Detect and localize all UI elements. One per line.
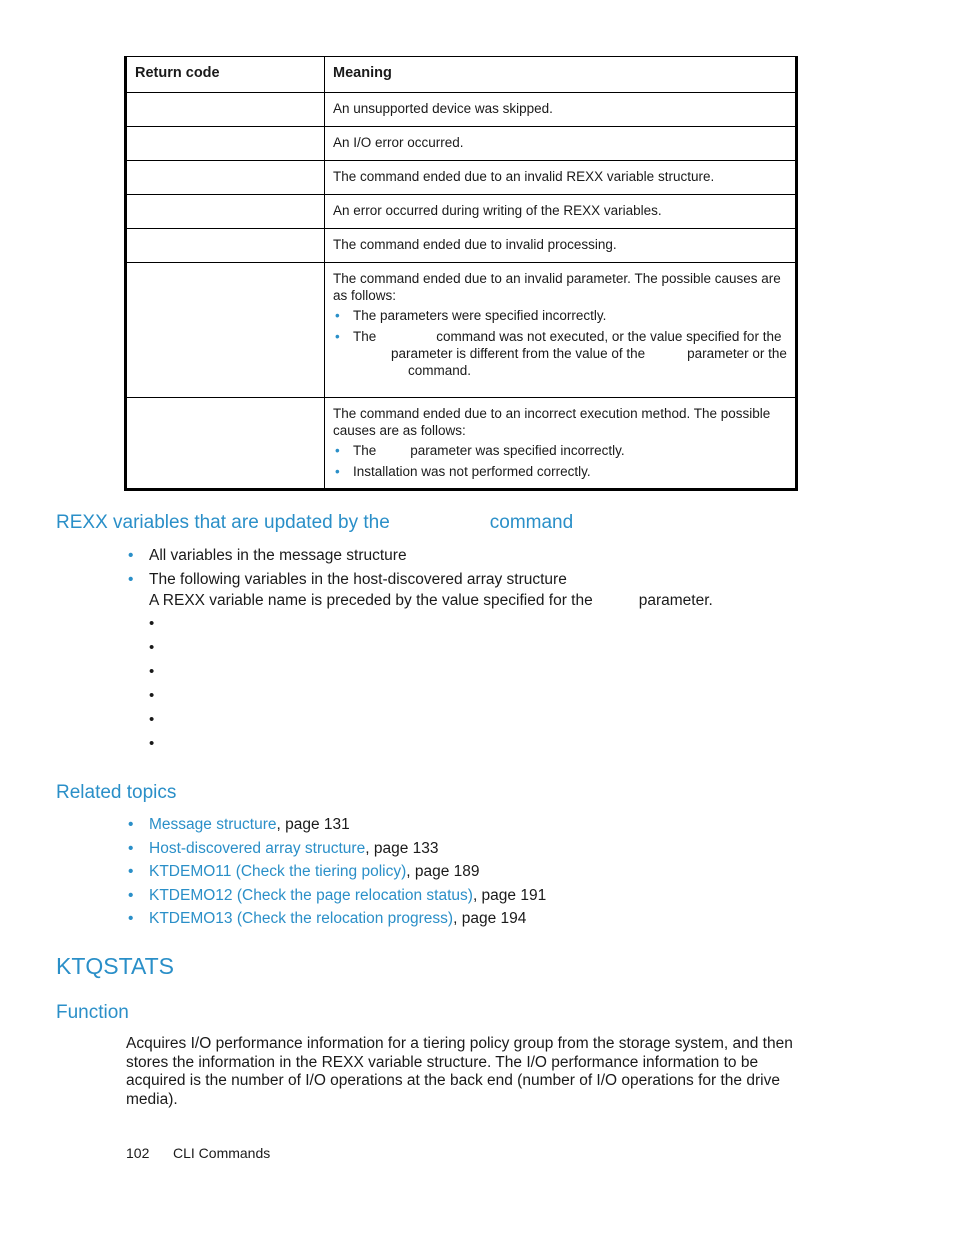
function-description: Acquires I/O performance information for a tiering policy group from the storage system, and then stores the information in the REXX variable structure. The I/O performance information to be acquired is the number of I/O operations at the back end (number of I/O operations for the drive media). xyxy=(126,1035,793,1108)
list-item xyxy=(333,328,787,379)
page-ref: , page 194 xyxy=(453,910,527,927)
list-item: • The parameters were specified incorrectly. xyxy=(333,307,787,324)
related-link[interactable]: Message structure xyxy=(149,816,277,833)
list-item xyxy=(125,862,546,886)
list-item: • xyxy=(149,735,155,752)
related-topics-heading: Related topics xyxy=(56,782,177,803)
page-ref: , page 131 xyxy=(276,816,350,833)
cell-intro: The command ended due to an invalid parameter. The possible causes are as follows: xyxy=(333,271,781,303)
table-row xyxy=(126,229,797,263)
list-item: • Installation was not performed correctly. xyxy=(333,463,787,480)
table-cell-meaning: An I/O error occurred. xyxy=(325,127,797,161)
header-return-code: Return code xyxy=(126,57,325,93)
table-cell-meaning: The command ended due to an invalid REXX variable structure. xyxy=(325,161,797,195)
text-fragment: The xyxy=(353,443,377,458)
cell-intro: The command ended due to an incorrect execution method. The possible causes are as follows: xyxy=(333,406,771,438)
table-cell-meaning: An error occurred during writing of the REXX variables. xyxy=(325,195,797,229)
page-ref: , page 189 xyxy=(406,863,480,880)
note-text: parameter. xyxy=(638,592,713,609)
header-meaning: Meaning xyxy=(325,57,797,93)
related-link[interactable]: KTDEMO11 (Check the tiering policy) xyxy=(149,863,407,880)
list-item: • xyxy=(149,663,155,680)
list-item xyxy=(125,815,546,839)
list-item: • xyxy=(149,615,155,632)
table-cell-meaning: The command ended due to invalid processing. xyxy=(325,229,797,263)
rexx-section-heading xyxy=(56,512,573,534)
table-row xyxy=(126,398,797,490)
table-cell-code xyxy=(126,263,325,398)
table-cell-code xyxy=(126,229,325,263)
table-header-row xyxy=(126,57,797,93)
list-item xyxy=(333,442,787,459)
note-text: A REXX variable name is preceded by the value specified for the xyxy=(149,592,593,609)
page-number: 102 xyxy=(126,1145,150,1161)
table-cell-meaning xyxy=(325,263,797,398)
text-fragment: parameter was specified incorrectly. xyxy=(410,443,625,458)
list-item: • xyxy=(149,687,155,704)
rexx-bullet-list xyxy=(125,546,567,593)
footer-section: CLI Commands xyxy=(173,1145,271,1161)
list-item: • The following variables in the host-discovered array structure xyxy=(125,570,567,594)
text-fragment: command was not executed, or the value specified for the xyxy=(436,329,782,344)
table-row xyxy=(126,263,797,398)
list-item xyxy=(125,886,546,910)
page-ref: , page 133 xyxy=(365,839,439,857)
page-ref: , page 191 xyxy=(472,886,547,904)
table-cell-meaning xyxy=(325,398,797,490)
list-item xyxy=(125,909,546,933)
cell-bullet-list xyxy=(333,442,787,480)
list-item: • xyxy=(149,639,155,656)
cell-bullet-list xyxy=(333,307,787,379)
rexx-note xyxy=(149,592,713,610)
text-fragment: The xyxy=(353,329,377,344)
related-link[interactable]: KTDEMO12 (Check the page relocation status) xyxy=(149,886,473,904)
text-fragment: parameter or the xyxy=(687,346,787,361)
list-item: • All variables in the message structure xyxy=(125,546,567,570)
table-cell-code xyxy=(126,161,325,195)
variable-bullet-list xyxy=(149,615,154,759)
table-cell-code xyxy=(126,127,325,161)
section-title: KTQSTATS xyxy=(56,953,174,979)
related-link[interactable]: KTDEMO13 (Check the relocation progress) xyxy=(149,910,454,927)
related-topics-list xyxy=(125,815,546,933)
table-cell-code xyxy=(126,195,325,229)
heading-text: REXX variables that are updated by the xyxy=(56,512,390,533)
table-row xyxy=(126,127,797,161)
text-fragment: command. xyxy=(408,363,472,378)
text-fragment: parameter is different from the value of the xyxy=(391,346,646,361)
function-heading: Function xyxy=(56,1002,129,1023)
table-row xyxy=(126,93,797,127)
return-code-table xyxy=(124,56,798,491)
table-cell-code xyxy=(126,93,325,127)
heading-text: command xyxy=(489,512,574,533)
table-cell-meaning: An unsupported device was skipped. xyxy=(325,93,797,127)
related-link[interactable]: Host-discovered array structure xyxy=(149,839,366,857)
list-item xyxy=(125,839,546,863)
list-item: • xyxy=(149,711,155,728)
table-row xyxy=(126,161,797,195)
table-cell-code xyxy=(126,398,325,490)
table-row xyxy=(126,195,797,229)
